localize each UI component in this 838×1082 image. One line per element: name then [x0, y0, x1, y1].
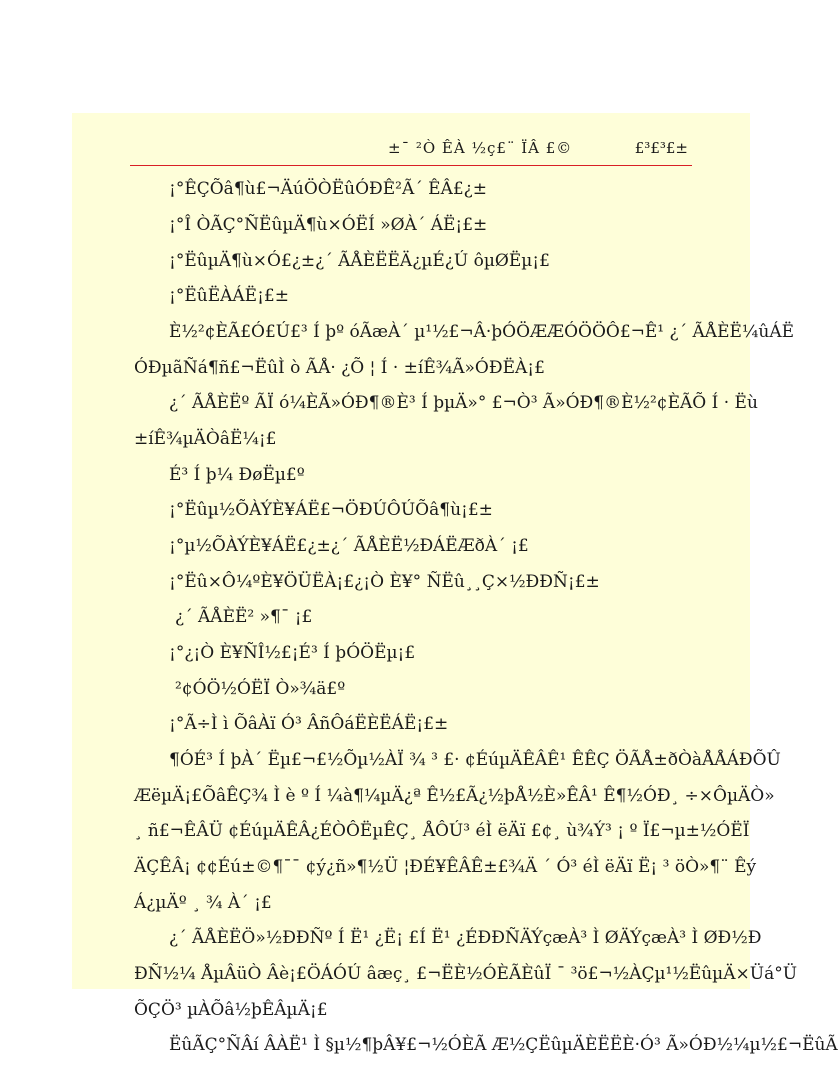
- text-line: ¡°Î ÒÃÇ°ÑËûµÄ¶ù×ÓËÍ »ØÀ´ ÁË¡£±: [169, 215, 488, 235]
- text-line: ¡°Ã÷Ì ì ÕâÀï Ó³ ÂñÔáËÈËÁË¡£±: [169, 714, 449, 734]
- text-line: È½²¢ÈÃ£Ó£Ú£³ Í þº óÃæÀ´ µ¹½£¬Â·þÓÖÆÆÓÖÖÔ£¬Ê¹ ¿´ ÃÅÈË¼ûÁË: [169, 322, 795, 342]
- text-line: ¶ÓÉ³ Í þÀ´ Ëµ£¬£½Õµ½ÀÏ ¾ ³ £· ¢ÉúµÄÊÂÊ¹ ÊÊÇ ÖÃÅ±ðÒàÅÅÁÐÕÛ: [169, 750, 781, 770]
- text-line: ÆëµÄ¡£ÕâÊÇ¾ Ì è º Í ¼à¶¼µÄ¿ª Ê½£Ã¿½þÅ½È»ÊÂ¹ Ê¶½ÓÐ¸ ÷×ÔµÄÒ»: [134, 786, 775, 806]
- text-line: ÕÇÖ³ µÀÕâ½þÊÂµÄ¡£: [134, 1000, 328, 1020]
- text-line: ²¢ÓÖ½ÓËÏ Ò»¾ä£º: [175, 679, 346, 699]
- text-line: ÐÑ½¼ ÅµÂüÒ Âè¡£ÖÁÓÚ âæç¸ £¬ËÈ½ÓÈÃÈûÏ ¯ ³ö£¬½ÀÇµ¹½ËûµÄ×Üá°Ü: [134, 964, 798, 984]
- running-header: [130, 135, 692, 166]
- text-line: ÄÇÊÂ¡ ¢¢Éú±©¶¯¯ ¢ý¿ñ»¶½Ü ¦ÐÉ¥ÊÂÊ±£¾Ä ´ Ó³ éÌ ëÄï Ë¡ ³ öÒ»¶¨ Êý: [134, 857, 757, 877]
- text-line: ¿´ ÃÅÈËº ÃÏ ó¼ÈÃ»ÓÐ¶®È³ Í þµÄ»° £¬Ò³ Ã»ÓÐ¶®È½²¢ÈÃÕ Í · Ëù: [169, 393, 758, 413]
- header-title: ±¯ ²Ò ÊÀ ½ç£¨ ÏÂ £©: [388, 139, 573, 157]
- page-number: £³£³£±: [634, 139, 688, 157]
- text-line: ¡°ËûµÄ¶ù×Ó£¿±¿´ ÃÅÈËËÄ¿µÉ¿Ú ôµØËµ¡£: [169, 251, 550, 271]
- text-line: ¡°µ½ÕÀÝÈ¥ÁË£¿±¿´ ÃÅÈË½ÐÁËÆðÀ´ ¡£: [169, 536, 529, 556]
- text-line: É³ Í þ¼ ÐøËµ£º: [169, 465, 305, 485]
- text-line: ±íÊ¾µÄÒâË¼¡£: [134, 429, 277, 449]
- text-line: ÓÐµãÑá¶ñ£¬ËûÌ ò ÃÅ· ¿Õ ¦ Í · ±íÊ¾Ã»ÓÐËÀ¡£: [134, 358, 545, 378]
- book-page: [72, 113, 838, 1055]
- text-line: ¡°Ëû×Ô¼ºÈ¥ÖÜËÀ¡£¿¡Ò È¥° ÑËû¸¸Ç×½ÐÐÑ¡£±: [169, 572, 600, 592]
- text-line: ¡°¿¡Ò È¥ÑÎ½£¡É³ Í þÓÖËµ¡£: [169, 643, 416, 663]
- text-line: ¿´ ÃÅÈËÖ»½ÐÐÑº Í Ë¹ ¿Ë¡ £Í Ë¹ ¿ÉÐÐÑÄÝçæÀ³ Ì ØÄÝçæÀ³ Ì ØÐ½Ð: [169, 928, 762, 948]
- text-line: ¿´ ÃÅÈË² »¶¯ ¡£: [175, 607, 313, 627]
- text-line: ¡°Ëûµ½ÕÀÝÈ¥ÁË£¬ÖÐÚÔÚÕâ¶ù¡£±: [169, 500, 493, 520]
- text-line: Á¿µÄº ¸ ¾ À´ ¡£: [134, 893, 272, 913]
- text-line: ¸ ñ£¬ÊÂÜ ¢ÉúµÄÊÂ¿ÉÒÔËµÊÇ¸ ÅÔÚ³ éÌ ëÄï £¢¸ ù¾Ý³ ¡ º Ï£¬µ±½ÓËÏ: [134, 821, 750, 841]
- text-line: ¡°ÊÇÕâ¶ù£¬ÄúÖÒËûÓÐÊ²Ã´ ÊÂ£¿±: [169, 179, 488, 199]
- text-line: ¡°ËûËÀÁË¡£±: [169, 286, 289, 306]
- text-line: ËûÃÇ°ÑÂí ÂÀË¹ Ì §µ½¶þÂ¥£¬½ÓÈÃ Æ½ÇËûµÄÈËËÈ·Ó³ Ã»ÓÐ½¼µ½£¬ËûÃ: [169, 1035, 838, 1055]
